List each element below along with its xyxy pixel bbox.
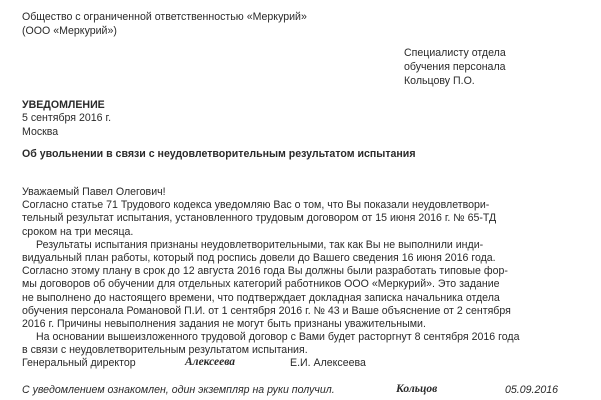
- employee-handwritten-signature: Кольцов: [396, 383, 438, 395]
- organization-block: [22, 11, 307, 38]
- document-subject: Об увольнении в связи с неудовлетворительным результатом испытания: [22, 148, 416, 160]
- organization-name: Общество с ограниченной ответственностью «Меркурий»: [22, 11, 307, 23]
- organization-short-name: (ООО «Меркурий»): [22, 24, 117, 37]
- body-line: не выполнено до настоящего времени, что подтверждает докладная записка начальника отдела: [22, 291, 500, 304]
- recipient-line-1: Специалисту отдела: [404, 47, 506, 59]
- signatory-position: Генеральный директор: [22, 357, 136, 369]
- body-line: в связи с неудовлетворительным результатом испытания.: [22, 344, 308, 357]
- document-title: УВЕДОМЛЕНИЕ: [22, 99, 105, 111]
- body-line: мы договоров об обучении для отдельных категорий работников ООО «Меркурий». Это задание: [22, 278, 500, 291]
- body-line: Согласно статье 71 Трудового кодекса уведомляю Вас о том, что Вы показали неудовлетвори-: [22, 199, 490, 212]
- body-line: обучения персонала Романовой П.И. от 1 сентября 2016 г. № 43 и Ваше объяснение от 2 сентября: [22, 304, 511, 317]
- document-date: 5 сентября 2016 г.: [22, 112, 112, 124]
- body-line: Уважаемый Павел Олегович!: [22, 186, 166, 198]
- body-line: 2016 г. Причины невыполнения задания не могут быть признаны уважительными.: [22, 317, 426, 330]
- body-line: видуальный план работы, который под роспись довели до Вашего сведения 16 июня 2016 года.: [22, 251, 496, 264]
- signatory-name: Е.И. Алексеева: [290, 357, 366, 369]
- body-line: Согласно этому плану в срок до 12 августа 2016 года Вы должны были разработать типовые фор-: [22, 265, 508, 278]
- acknowledgement-text: С уведомлением ознакомлен, один экземпляр на руки получил.: [22, 384, 335, 396]
- document-city: Москва: [22, 126, 59, 138]
- director-handwritten-signature: Алексеева: [185, 356, 236, 368]
- recipient-line-2: обучения персонала: [404, 61, 506, 73]
- body-line: На основании вышеизложенного трудовой договор с Вами будет расторгнут 8 сентября 2016 года: [36, 331, 520, 344]
- document-body: [22, 186, 588, 357]
- acknowledgement-date: 05.09.2016: [505, 384, 559, 396]
- body-line: тельный результат испытания, установленного трудовым договором от 15 июня 2016 г. № 65-ТД: [22, 212, 497, 225]
- body-line: сроком на три месяца.: [22, 225, 134, 238]
- recipient-line-3: Кольцову П.О.: [404, 75, 475, 87]
- body-line: Результаты испытания признаны неудовлетворительными, так как Вы не выполнили инди-: [36, 238, 484, 251]
- recipient-block: [404, 47, 506, 89]
